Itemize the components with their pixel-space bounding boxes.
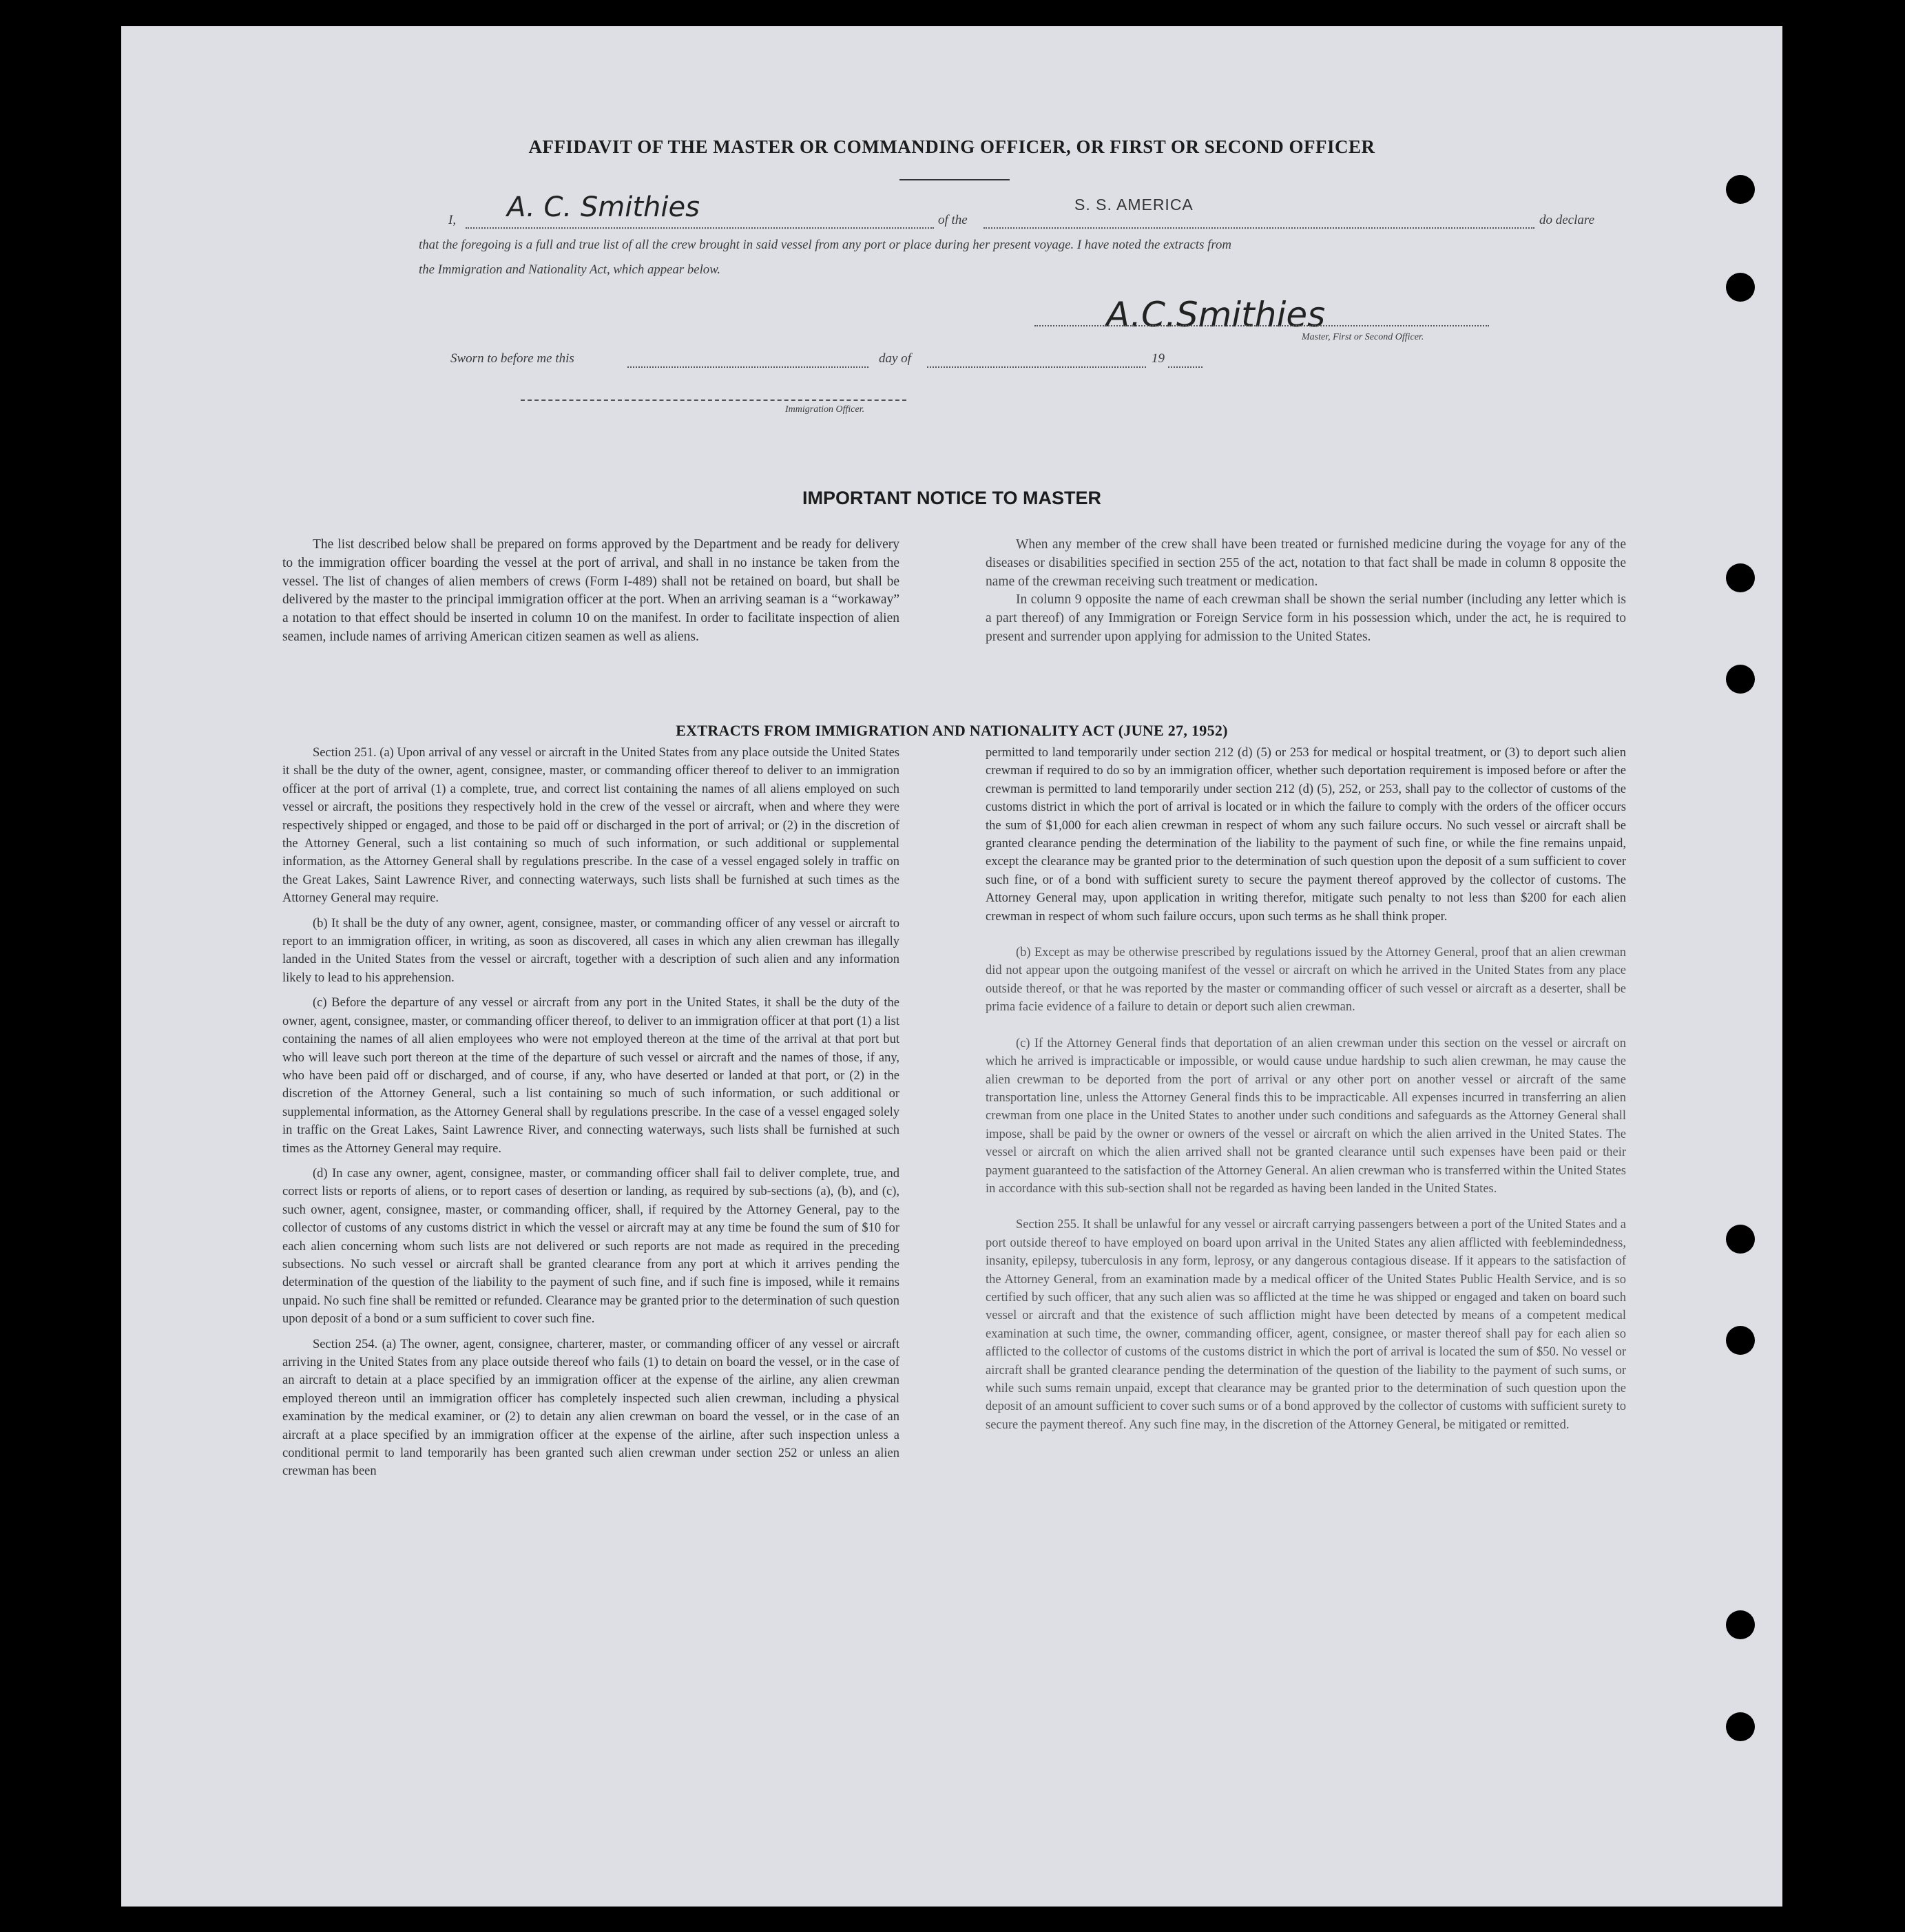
notice-right-column xyxy=(986,536,1626,650)
extracts-title: EXTRACTS FROM IMMIGRATION AND NATIONALITY ACT (JUNE 27, 1952) xyxy=(676,722,1228,739)
affidavit-title: AFFIDAVIT OF THE MASTER OR COMMANDING OFFICER, OR FIRST OR SECOND OFFICER xyxy=(528,136,1375,157)
label-i: I, xyxy=(448,213,457,227)
punch-hole xyxy=(1726,1326,1755,1355)
label-of-the: of the xyxy=(938,213,968,227)
punch-hole xyxy=(1726,273,1755,302)
year-label: 19 xyxy=(1152,351,1165,366)
declaration-line-2: the Immigration and Nationality Act, which appear below. xyxy=(419,262,721,277)
sworn-label: Sworn to before me this xyxy=(450,351,574,366)
section-251-b: (b) It shall be the duty of any owner, agent, consignee, master, or commanding officer of any vessel or aircraft to report to an immigration officer, in writing, as soon as discovered, all cases in which any alien crewman has illegally landed in the United States from the vessel or aircraft, together with a description of such alien and any information likely to lead to his apprehension. xyxy=(282,916,899,985)
notice-right-paragraph-1: When any member of the crew shall have been treated or furnished medicine during the voyage for any of the diseases or disabilities specified in section 255 of the act, notation to that fact shall be made in column 8 opposite the name of the crewman receiving such treatment or medication. xyxy=(986,537,1626,589)
punch-hole xyxy=(1726,563,1755,592)
section-254-a-continued: permitted to land temporarily under section 212 (d) (5) or 253 for medical or hospital treatment, or (3) to deport such alien crewman if required to do so by an immigration officer, whether such deportation requirement is imposed before or after the crewman is permitted to land temporarily under section 212 (d) (5), 252, or 253, shall pay to the collector of customs of the customs district in which the port of arrival is located or in which the failure to comply with the orders of the officer occurs the sum of $1,000 for each alien crewman in respect of whom any such failure occurs. No such vessel or aircraft shall be granted clearance pending the determination of the liability to the payment of such fine, or while the fine remains unpaid, except the clearance may be granted prior to the determination of such question upon the deposit of a sum sufficient to cover such fine, or of a bond with sufficient surety to secure the payment thereof approved by the collector of customs. The Attorney General may, upon application in writing therefor, mitigate such penalty to not less than $200 for each alien crewman in respect of whom such failure occurs, upon such terms as he shall think proper. xyxy=(986,746,1626,924)
punch-hole xyxy=(1726,1610,1755,1639)
signature-line xyxy=(1034,325,1489,326)
notice-left-paragraph: The list described below shall be prepared on forms approved by the Department and be ready for delivery to the immigration officer boarding the vessel at the port of arrival, and shall in no instance be taken from the vessel. The list of changes of alien members of crews (Form I-489) shall not be retained on board, but shall be delivered by the master to the principal immigration officer at the port. When an arriving seaman is a “workaway” a notation to that effect should be inserted in column 10 on the manifest. In order to facilitate inspection of alien seamen, include names of arriving American citizen seamen as well as aliens. xyxy=(282,537,899,644)
month-line xyxy=(927,366,1146,368)
section-254-b: (b) Except as may be otherwise prescribed by regulations issued by the Attorney General, proof that an alien crewman did not appear upon the outgoing manifest of the vessel or aircraft on which he arrived in the United States from any place outside thereof, or that he was reported by the master or commanding officer of such vessel or aircraft as a deserter, shall be prima facie evidence of a failure to detain or deport such alien crewman. xyxy=(986,946,1626,1015)
title-rule xyxy=(899,179,1010,180)
punch-hole xyxy=(1726,1712,1755,1741)
sworn-day-line xyxy=(627,366,868,368)
label-do-declare: do declare xyxy=(1539,213,1595,227)
section-251-c: (c) Before the departure of any vessel or aircraft from any port in the United States, it shall be the duty of the owner, agent, consignee, master, or commanding officer thereof, to deliver to an immigration officer at that port (1) a list containing the names of all alien employees who were not employed thereon at the time of the arrival at that port but who will leave such port thereon at the time of the departure of such vessel or aircraft and the names of those, if any, who have been paid off or discharged, and of course, if any, who have deserted or landed at that port, or (2) in the discretion of the Attorney General, such a list containing so much of such information, or such additional or supplemental information, as the Attorney General shall by regulations prescribe. In the case of a vessel engaged solely in traffic on the Great Lakes, Saint Lawrence River, and connecting waterways, such lists shall be furnished at such times as the Attorney General may require. xyxy=(282,996,899,1156)
notice-left-column xyxy=(282,536,899,650)
day-of-label: day of xyxy=(879,351,911,366)
punch-hole xyxy=(1726,665,1755,694)
immigration-officer-line xyxy=(521,399,906,401)
officer-name-handwritten: A. C. Smithies xyxy=(507,191,700,223)
punch-hole xyxy=(1726,175,1755,204)
section-254-c: (c) If the Attorney General finds that deportation of an alien crewman under this section on the vessel or aircraft on which he arrived is impracticable or impossible, or would cause undue hardship to such alien crewman, he may cause the alien crewman to be deported from the port of arrival or any other port on another vessel or aircraft of the same transportation line, unless the Attorney General finds this to be impracticable. All expenses incurred in transferring an alien crewman from one place in the United States to another under such conditions and safeguards as the Attorney General shall impose, shall be paid by the owner or owners of the vessel or aircraft on which the alien arrived in the United States. The vessel or aircraft on which the alien arrived shall not be granted clearance until such expenses have been paid or their payment guaranteed to the satisfaction of the Attorney General. An alien crewman who is transferred within the United States in accordance with this sub-section shall not be regarded as having been landed in the United States. xyxy=(986,1036,1626,1196)
section-251-d: (d) In case any owner, agent, consignee, master, or commanding officer shall fail to deliver complete, true, and correct lists or reports of aliens, or to report cases of desertion or landing, as required by sub-sections (a), (b), and (c), such owner, agent, consignee, master, or commanding officer, shall, if required by the Attorney General, pay to the collector of customs of any customs district in which the vessel or aircraft may at any time be found the sum of $10 for each alien concerning whom such lists are not delivered or such reports are not made as required in the preceding subsections. No such vessel or aircraft shall be granted clearance from any port at which it arrives pending the determination of the question of the liability to the payment of such fine, and if such fine is imposed, while it remains unpaid. No such fine shall be remitted or refunded. Clearance may be granted prior to the determination of such question upon deposit of a bond or a sum sufficient to cover such fine. xyxy=(282,1166,899,1327)
section-251-a: Section 251. (a) Upon arrival of any vessel or aircraft in the United States from any place outside the United States it shall be the duty of the owner, agent, consignee, master, or commanding officer thereof to deliver to an immigration officer at the port of arrival (1) a complete, true, and correct list containing the names of all aliens employed on such vessel or aircraft, the positions they respectively hold in the crew of the vessel or aircraft, when and where they were respectively shipped or engaged, and those to be paid off or discharged in the port of arrival; or (2) in the discretion of the Attorney General, such a list containing so much of such information, or such additional or supplemental information, as the Attorney General shall by regulations prescribe. In the case of a vessel engaged solely in traffic on the Great Lakes, Saint Lawrence River, and connecting waterways, such lists shall be furnished at such times as the Attorney General may require. xyxy=(282,746,899,906)
section-255: Section 255. It shall be unlawful for any vessel or aircraft carrying passengers between a port of the United States and a port outside thereof to have employed on board upon arrival in the United States any alien afflicted with feeblemindedness, insanity, epilepsy, tuberculosis in any form, leprosy, or any dangerous contagious disease. If it appears to the satisfaction of the Attorney General, from an examination made by a medical officer of the United States Public Health Service, and is so certified by such officer, that any such alien was so afflicted at the time he was shipped or engaged and taken on board such vessel or aircraft and that the existence of such affliction might have been detected by means of a competent medical examination at such time, the owner, commanding officer, agent, consignee, or master thereof shall pay for each alien so afflicted to the collector of customs of the customs district in which the port of arrival is located the sum of $50. No vessel or aircraft shall be granted clearance pending the determination of the question of the liability to the payment of such sums, or while such sums remain unpaid, except that clearance may be granted prior to the determination of such question upon the deposit of an amount sufficient to cover such sums or of a bond approved by the collector of customs with sufficient surety to secure the payment thereof. Any such fine may, in the discretion of the Attorney General, be mitigated or remitted. xyxy=(986,1218,1626,1432)
extracts-right-column xyxy=(986,744,1626,1441)
document-page xyxy=(121,26,1782,1907)
signature-handwritten: A.C.Smithies xyxy=(1106,295,1326,335)
extracts-left-column xyxy=(282,744,899,1488)
notice-right-paragraph-2: In column 9 opposite the name of each crewman shall be shown the serial number (including any letter which is a part thereof) of any Immigration or Foreign Service form in his possession which, under the act, he is required to present and surrender upon applying for admission to the United States. xyxy=(986,592,1626,644)
vessel-line xyxy=(983,227,1534,229)
notice-title: IMPORTANT NOTICE TO MASTER xyxy=(802,488,1101,508)
vessel-name: S. S. AMERICA xyxy=(1074,196,1194,214)
stray-mark xyxy=(11,818,114,915)
section-254-a: Section 254. (a) The owner, agent, consignee, charterer, master, or commanding officer of any vessel or aircraft arriving in the United States from any place outside thereof who fails (1) to detain on board the vessel, or in the case of an aircraft to detain at a place specified by an immigration officer at the expense of the airline, any alien crewman employed thereon until an immigration officer has completely inspected such alien crewman, including a physical examination by the medical examiner, or (2) to detain any alien crewman on board the vessel, or in the case of an aircraft at a place specified by an immigration officer at the expense of the airline, after such inspection unless a conditional permit to land temporarily has been granted such alien crewman under section 252 or unless an alien crewman has been xyxy=(282,1337,899,1479)
signature-caption: Master, First or Second Officer. xyxy=(1302,332,1424,342)
year-line xyxy=(1168,366,1203,368)
declaration-line-1: that the foregoing is a full and true list of all the crew brought in said vessel from any port or place during her present voyage. I have noted the extracts from xyxy=(419,238,1231,252)
punch-hole xyxy=(1726,1225,1755,1254)
immigration-officer-caption: Immigration Officer. xyxy=(785,404,865,415)
name-line xyxy=(466,227,934,229)
